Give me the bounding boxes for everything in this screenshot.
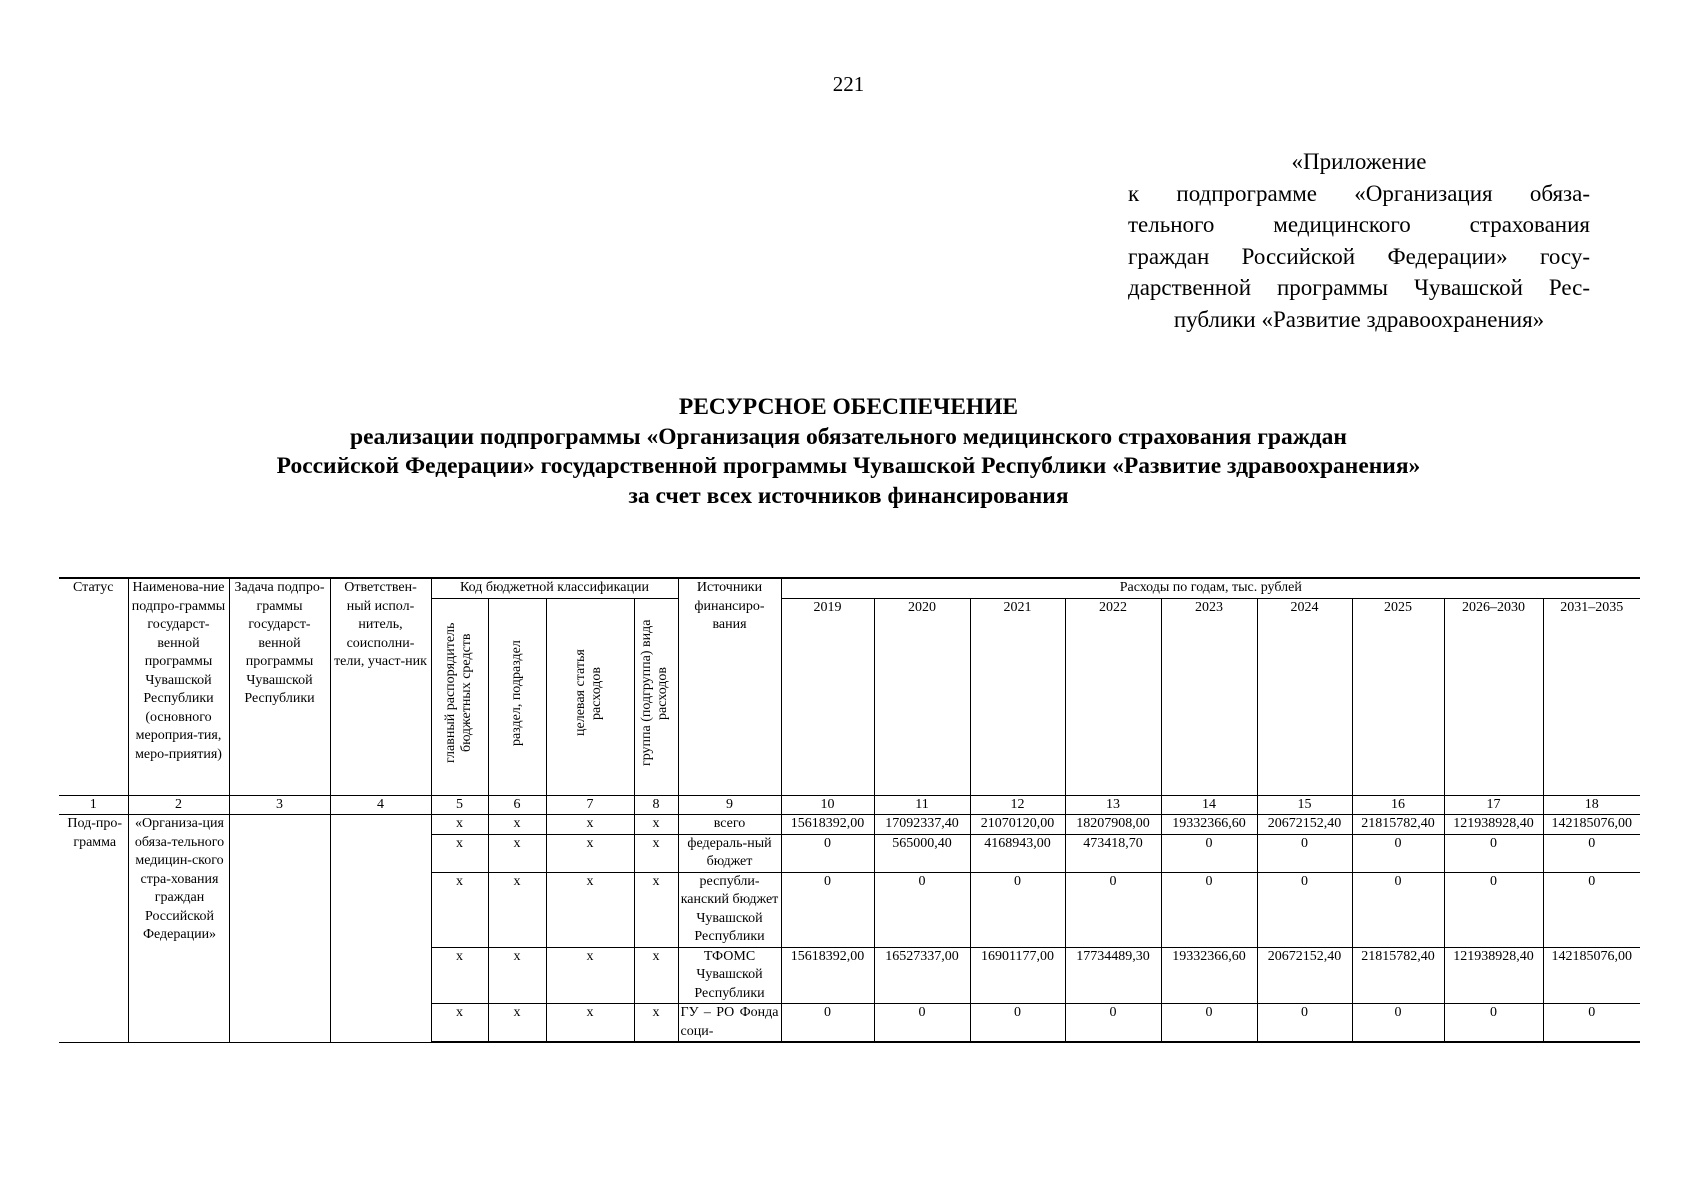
value-cell: 0 <box>1543 1004 1640 1043</box>
value-cell: 121938928,40 <box>1444 947 1543 1004</box>
page-number: 221 <box>832 72 865 96</box>
appendix-line: тельного медицинского страхования <box>1128 212 1590 237</box>
appendix-line: публики «Развитие здравоохранения» <box>1173 306 1545 332</box>
column-number: 6 <box>488 795 546 815</box>
value-cell: 0 <box>1543 872 1640 947</box>
code-cell: x <box>431 1004 488 1043</box>
column-number: 11 <box>874 795 970 815</box>
header-sources: Источники финансиро-вания <box>678 578 781 795</box>
header-budget-sub: раздел, подраздел <box>488 598 546 795</box>
value-cell: 20672152,40 <box>1257 815 1352 835</box>
header-year: 2025 <box>1352 598 1444 795</box>
column-number: 13 <box>1065 795 1161 815</box>
value-cell: 0 <box>1444 834 1543 872</box>
column-number: 2 <box>128 795 229 815</box>
value-cell: 16901177,00 <box>970 947 1065 1004</box>
value-cell: 17092337,40 <box>874 815 970 835</box>
value-cell: 19332366,60 <box>1161 947 1257 1004</box>
header-budget-sub: группа (подгруппа) вида расходов <box>634 598 678 795</box>
value-cell: 15618392,00 <box>781 947 874 1004</box>
value-cell: 142185076,00 <box>1543 815 1640 835</box>
value-cell: 0 <box>1065 872 1161 947</box>
header-name: Наименова-ние подпро-граммы государст-венной программы Чувашской Республики (основного мероприя-тия, меро-приятия) <box>128 578 229 795</box>
value-cell: 473418,70 <box>1065 834 1161 872</box>
header-status: Статус <box>59 578 128 795</box>
column-number: 1 <box>59 795 128 815</box>
appendix-line: дарственной программы Чувашской Рес- <box>1128 275 1590 300</box>
value-cell: 142185076,00 <box>1543 947 1640 1004</box>
value-cell: 4168943,00 <box>970 834 1065 872</box>
resource-table <box>59 577 1640 1043</box>
code-cell: x <box>431 872 488 947</box>
value-cell: 19332366,60 <box>1161 815 1257 835</box>
appendix-line: «Приложение <box>1291 149 1427 174</box>
column-number: 14 <box>1161 795 1257 815</box>
header-year: 2021 <box>970 598 1065 795</box>
code-cell: x <box>546 834 634 872</box>
value-cell: 0 <box>1543 834 1640 872</box>
value-cell: 0 <box>1444 872 1543 947</box>
status-cell: Под-про-грамма <box>59 815 128 1043</box>
header-year: 2023 <box>1161 598 1257 795</box>
column-number: 12 <box>970 795 1065 815</box>
source-cell: всего <box>678 815 781 835</box>
program-name-cell: «Организа-ция обяза-тельного медицин-ского стра-хования граждан Российской Федерации» <box>128 815 229 1043</box>
title-line: за счет всех источников финансирования <box>628 482 1069 509</box>
code-cell: x <box>634 872 678 947</box>
value-cell: 21815782,40 <box>1352 947 1444 1004</box>
code-cell: x <box>488 947 546 1004</box>
header-budget-sub: целевая статья расходов <box>546 598 634 795</box>
value-cell: 0 <box>1161 1004 1257 1043</box>
appendix-note <box>1128 146 1590 335</box>
value-cell: 20672152,40 <box>1257 947 1352 1004</box>
header-year: 2024 <box>1257 598 1352 795</box>
header-responsible: Ответствен-ный испол-нитель, соисполни-тели, участ-ник <box>330 578 431 795</box>
code-cell: x <box>431 815 488 835</box>
value-cell: 0 <box>781 872 874 947</box>
value-cell: 15618392,00 <box>781 815 874 835</box>
value-cell: 0 <box>874 872 970 947</box>
value-cell: 0 <box>1257 1004 1352 1043</box>
value-cell: 17734489,30 <box>1065 947 1161 1004</box>
title-line: реализации подпрограммы «Организация обязательного медицинского страхования граждан <box>350 423 1347 450</box>
value-cell: 21070120,00 <box>970 815 1065 835</box>
source-cell: ГУ – РО Фонда соци- <box>678 1004 781 1043</box>
column-number: 4 <box>330 795 431 815</box>
column-number: 5 <box>431 795 488 815</box>
value-cell: 0 <box>1257 834 1352 872</box>
header-budget-code: Код бюджетной классификации <box>431 578 678 598</box>
value-cell: 0 <box>781 1004 874 1043</box>
code-cell: x <box>431 834 488 872</box>
header-year: 2031–2035 <box>1543 598 1640 795</box>
header-year: 2020 <box>874 598 970 795</box>
source-cell: ТФОМС Чувашской Республики <box>678 947 781 1004</box>
title-line: Российской Федерации» государственной программы Чувашской Республики «Развитие здравоохранения» <box>276 453 1421 479</box>
title-line: РЕСУРСНОЕ ОБЕСПЕЧЕНИЕ <box>678 394 1019 420</box>
code-cell: x <box>546 947 634 1004</box>
code-cell: x <box>488 834 546 872</box>
header-task: Задача подпро-граммы государст-венной программы Чувашской Республики <box>229 578 330 795</box>
code-cell: x <box>488 815 546 835</box>
value-cell: 0 <box>1352 1004 1444 1043</box>
header-year: 2019 <box>781 598 874 795</box>
value-cell: 0 <box>1065 1004 1161 1043</box>
value-cell: 565000,40 <box>874 834 970 872</box>
column-number: 9 <box>678 795 781 815</box>
appendix-line: граждан Российской Федерации» госу- <box>1128 243 1590 269</box>
table-row <box>59 815 1640 835</box>
column-number: 10 <box>781 795 874 815</box>
column-number: 15 <box>1257 795 1352 815</box>
code-cell: x <box>634 1004 678 1043</box>
value-cell: 0 <box>970 872 1065 947</box>
code-cell: x <box>546 1004 634 1043</box>
column-number: 16 <box>1352 795 1444 815</box>
value-cell: 0 <box>874 1004 970 1043</box>
value-cell: 0 <box>1161 834 1257 872</box>
value-cell: 0 <box>781 834 874 872</box>
code-cell: x <box>488 872 546 947</box>
code-cell: x <box>634 947 678 1004</box>
code-cell: x <box>546 872 634 947</box>
code-cell: x <box>488 1004 546 1043</box>
column-number: 3 <box>229 795 330 815</box>
value-cell: 0 <box>1444 1004 1543 1043</box>
code-cell: x <box>546 815 634 835</box>
document-title <box>0 393 1697 511</box>
value-cell: 0 <box>1352 872 1444 947</box>
value-cell: 0 <box>970 1004 1065 1043</box>
value-cell: 21815782,40 <box>1352 815 1444 835</box>
column-number: 17 <box>1444 795 1543 815</box>
responsible-cell <box>330 815 431 1043</box>
column-number: 7 <box>546 795 634 815</box>
column-number: 18 <box>1543 795 1640 815</box>
task-cell <box>229 815 330 1043</box>
column-number-row <box>59 795 1640 815</box>
value-cell: 0 <box>1352 834 1444 872</box>
header-budget-sub: главный распорядитель бюджетных средств <box>431 598 488 795</box>
code-cell: x <box>431 947 488 1004</box>
value-cell: 121938928,40 <box>1444 815 1543 835</box>
value-cell: 0 <box>1257 872 1352 947</box>
header-year: 2026–2030 <box>1444 598 1543 795</box>
appendix-line: к подпрограмме «Организация обяза- <box>1128 180 1590 206</box>
value-cell: 0 <box>1161 872 1257 947</box>
code-cell: x <box>634 834 678 872</box>
value-cell: 18207908,00 <box>1065 815 1161 835</box>
value-cell: 16527337,00 <box>874 947 970 1004</box>
source-cell: федераль-ный бюджет <box>678 834 781 872</box>
header-year: 2022 <box>1065 598 1161 795</box>
header-expenses: Расходы по годам, тыс. рублей <box>781 578 1640 598</box>
header-row <box>59 578 1640 598</box>
code-cell: x <box>634 815 678 835</box>
column-number: 8 <box>634 795 678 815</box>
source-cell: республи-канский бюджет Чувашской Республики <box>678 872 781 947</box>
